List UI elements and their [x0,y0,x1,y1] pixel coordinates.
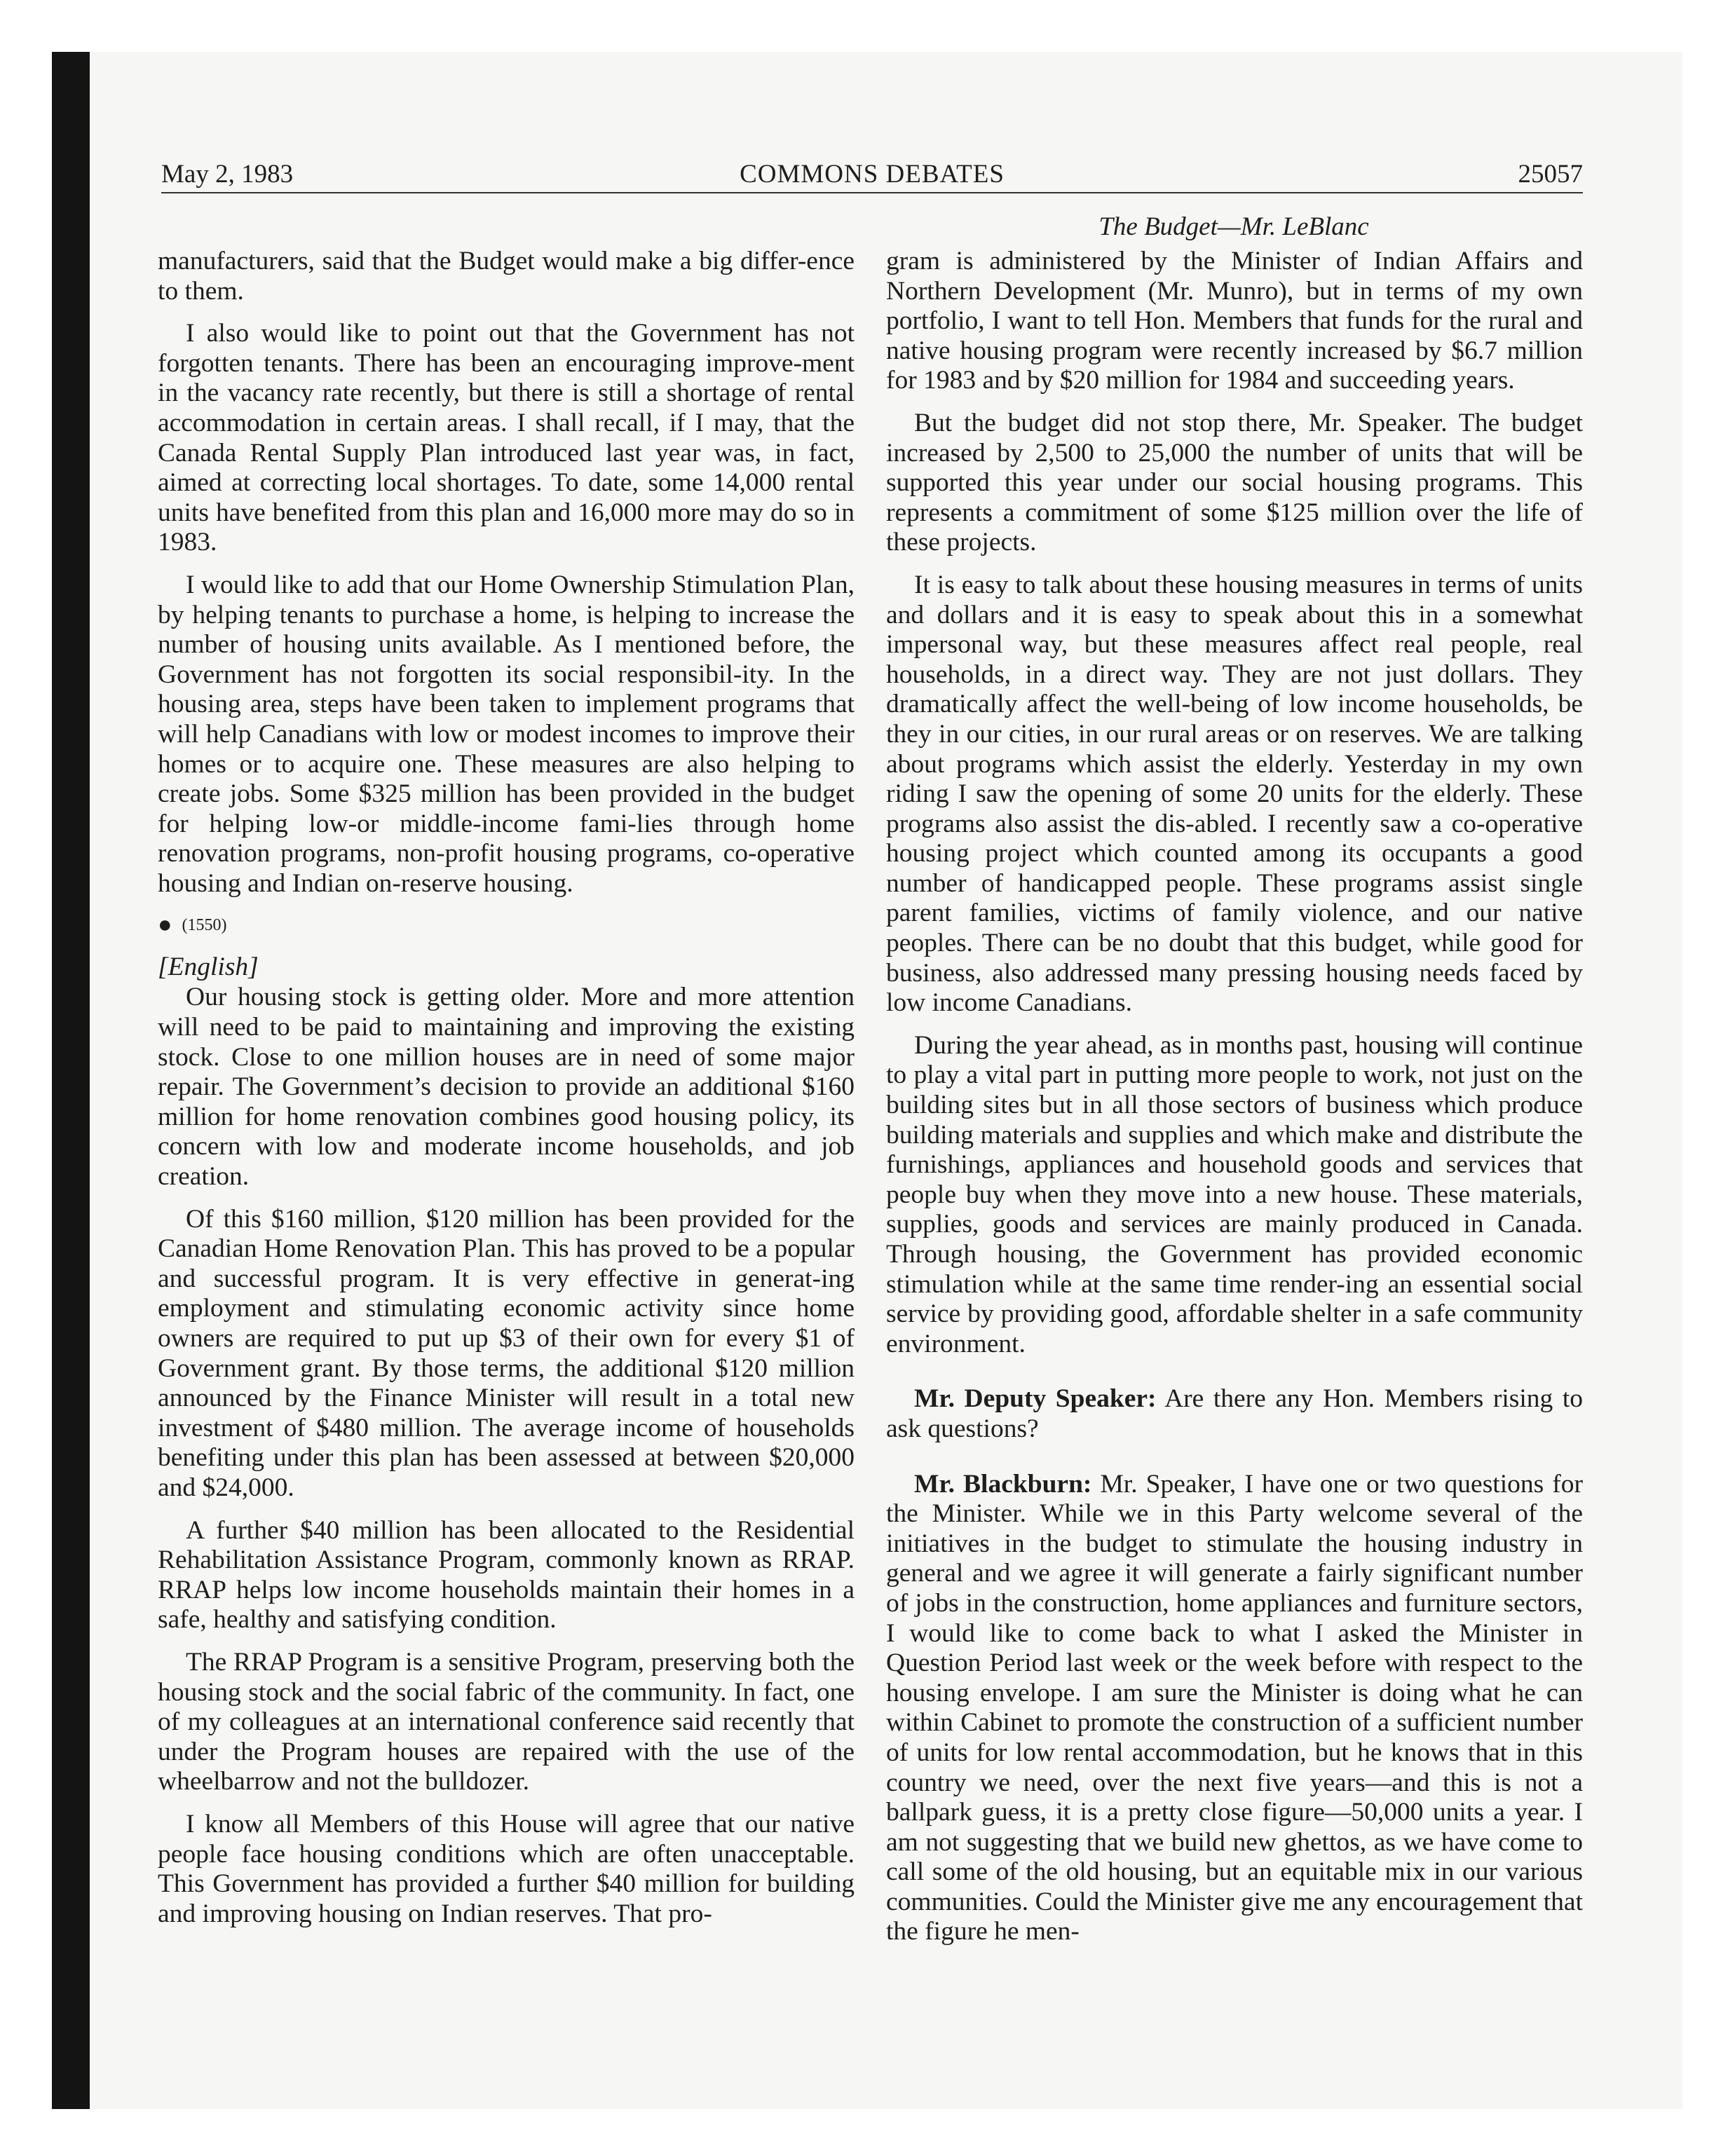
language-note: [English] [158,953,259,982]
speech-paragraph [886,1384,1583,1444]
header-title: COMMONS DEBATES [740,160,1005,189]
running-head: The Budget—Mr. LeBlanc [1098,212,1369,241]
time-marker-text: (1550) [182,916,227,935]
paragraph: The RRAP Program is a sensitive Program, preserving both the housing stock and the social fabric of the community. In fact, one of my colleagues at an international conference said recently that under the Program houses are repaired with the use of the wheelbarrow and not the bulldozer. [158,1647,855,1796]
paragraph: I would like to add that our Home Ownership Stimulation Plan, by helping tenants to purchase a home, is helping to increase the number of housing units available. As I mentioned before, the Government has not forgotten its social responsibil-ity. In the housing area, steps have been taken to implement programs that will help Canadians with low or modest incomes to improve their homes or to acquire one. These measures are also helping to create jobs. Some $325 million has been provided in the budget for helping low-or middle-income fami-lies through home renovation programs, non-profit housing programs, co-operative housing and Indian on-reserve housing. [158,570,855,898]
paragraph: I know all Members of this House will agree that our native people face housing conditions which are often unacceptable. This Government has provided a further $40 million for building and improving housing on Indian reserves. That pro- [158,1809,855,1928]
paragraph: manufacturers, said that the Budget would make a big differ-ence to them. [158,247,855,306]
page-header [161,157,1583,193]
speech-text: Mr. Speaker, I have one or two questions for the Minister. While we in this Party welcome several of the initiatives in the budget to stimulate the housing industry in general and we agree it will generate a fairly significant number of jobs in the construction, home appliances and furniture sectors, I would like to come back to what I asked the Minister in Question Period last week or the week before with respect to the housing envelope. I am sure the Minister is doing what he can within Cabinet to promote the construction of a sufficient number of units for low rental accommodation, but he knows that in this country we need, over the next five years—and this is not a ballpark guess, it is a pretty close figure—50,000 units a year. I am not suggesting that we build new ghettos, as we have come to call some of the old housing, but an equitable mix in our various communities. Could the Minister give me any encouragement that the figure he men- [886,1469,1583,1946]
paragraph: Of this $160 million, $120 million has been provided for the Canadian Home Renovation Plan. This has proved to be a popular and successful program. It is very effective in generat-ing employment and stimulating economic activity since home owners are required to put up $3 of their own for every $1 of Government grant. By those terms, the additional $120 million announced by the Finance Minister will result in a total new investment of $480 million. The average income of households benefiting under this plan has been assessed at between $20,000 and $24,000. [158,1204,855,1502]
speaker-name: Mr. Blackburn: [914,1469,1092,1499]
speaker-name: Mr. Deputy Speaker: [914,1384,1157,1414]
paragraph: A further $40 million has been allocated to the Residential Rehabilitation Assistance Program, commonly known as RRAP. RRAP helps low income households maintain their homes in a safe, healthy and satisfying condition. [158,1515,855,1635]
time-marker [158,911,855,939]
right-column [886,247,1583,1960]
speech-paragraph [886,1470,1583,1948]
speech-text: Are there any Hon. Members rising to ask questions? [886,1384,1583,1443]
header-page-number: 25057 [1518,160,1583,189]
paragraph: Our housing stock is getting older. More and more attention will need to be paid to maintaining and improving the existing stock. Close to one million houses are in need of some major repair. The Government’s decision to provide an additional $160 million for home renovation combines good housing policy, its concern with low and moderate income households, and job creation. [158,983,855,1192]
paragraph: During the year ahead, as in months past, housing will continue to play a vital part in putting more people to work, not just on the building sites but in all those sectors of business which produce building materials and supplies and which make and distribute the furnishings, appliances and household goods and services that people buy when they move into a new house. These materials, supplies, goods and services are mainly produced in Canada. Through housing, the Government has provided economic stimulation while at the same time render-ing an essential social service by providing good, affordable shelter in a safe community environment. [886,1030,1583,1358]
paragraph: I also would like to point out that the Government has not forgotten tenants. There has been an encouraging improve-ment in the vacancy rate recently, but there is still a shortage of rental accommodation in certain areas. I shall recall, if I may, that the Canada Rental Supply Plan introduced last year was, in fact, aimed at correcting local shortages. To date, some 14,000 rental units have benefited from this plan and 16,000 more may do so in 1983. [158,319,855,557]
paragraph: gram is administered by the Minister of Indian Affairs and Northern Development (Mr. Munro), but in terms of my own portfolio, I want to tell Hon. Members that funds for the rural and native housing program were recently increased by $6.7 million for 1983 and by $20 million for 1984 and succeeding years. [886,247,1583,395]
bullet-icon: ● [158,912,172,939]
header-date: May 2, 1983 [161,160,294,189]
scan-binding-edge [52,52,90,2109]
left-column [158,247,855,1942]
paragraph: But the budget did not stop there, Mr. Speaker. The budget increased by 2,500 to 25,000 the number of units that will be supported this year under our social housing programs. This represents a commitment of some $125 million over the life of these projects. [886,408,1583,557]
paragraph: It is easy to talk about these housing measures in terms of units and dollars and it is easy to speak about this in a somewhat impersonal way, but these measures affect real people, real households, in a direct way. They are not just dollars. They dramatically affect the well-being of low income households, be they in our cities, in our rural areas or on reserves. We are talking about programs which assist the elderly. Yesterday in my own riding I saw the opening of some 20 units for the elderly. These programs also assist the dis-abled. I recently saw a co-operative housing project which counted among its occupants a good number of handicapped people. These programs assist single parent families, victims of family violence, and our native peoples. There can be no doubt that this budget, while good for business, also addressed many pressing housing needs faced by low income Canadians. [886,570,1583,1018]
